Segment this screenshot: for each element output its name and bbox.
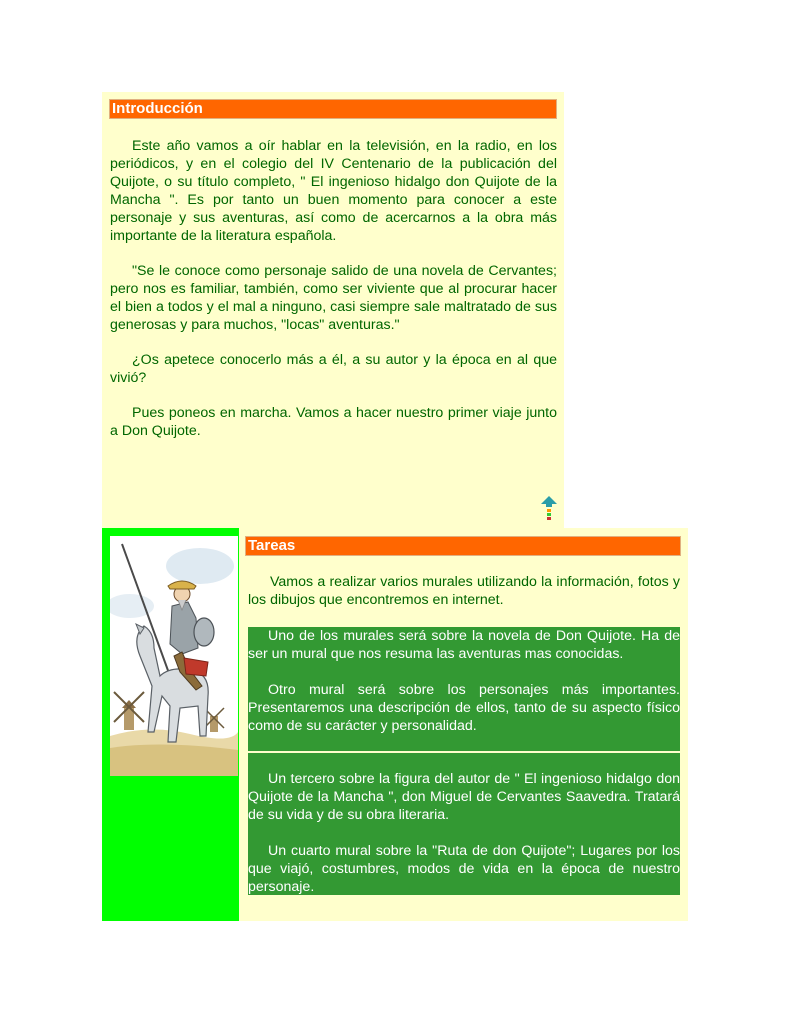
intro-paragraph-3: ¿Os apetece conocerlo más a él, a su autor y la época en al que vivió? <box>110 352 557 386</box>
task-mural-ruta: Un cuarto mural sobre la "Ruta de don Quijote"; Lugares por los que viajó, costumbres, modos de vida en la época de nuestro personaje. <box>248 843 680 895</box>
tareas-title: Tareas <box>245 536 681 556</box>
up-arrow-icon[interactable] <box>540 496 558 522</box>
don-quijote-illustration <box>110 536 238 776</box>
intro-panel <box>102 92 564 528</box>
task-mural-personajes: Otro mural será sobre los personajes más importantes. Presentaremos una descripción de ellos, tanto de su aspecto físico como de su carácter y personalidad. <box>248 682 680 734</box>
intro-title: Introducción <box>109 99 557 119</box>
task-box-murales-2 <box>248 753 680 895</box>
intro-paragraph-1: Este año vamos a oír hablar en la televisión, en la radio, en los periódicos, y en el colegio del IV Centenario de la publicación del Quijote, o su título completo, " El ingenioso hidalgo don Quijote de la Mancha ". Es por tanto un buen momento para conocer a este personaje y sus aventuras, así como de acercarnos a la obra más importante de la literatura española. <box>110 138 557 244</box>
tareas-panel <box>239 528 688 921</box>
intro-paragraph-2: "Se le conoce como personaje salido de una novela de Cervantes; pero nos es familiar, también, como ser viviente que al procurar hacer el bien a todos y el mal a ninguno, casi siempre sale maltratado de sus generosas y para muchos, "locas" aventuras." <box>110 263 557 333</box>
tareas-intro-text: Vamos a realizar varios murales utilizando la información, fotos y los dibujos que encontremos en internet. <box>248 574 680 608</box>
task-mural-autor: Un tercero sobre la figura del autor de " El ingenioso hidalgo don Quijote de la Mancha ", don Miguel de Cervantes Saavedra. Tratará de su vida y de su obra literaria. <box>248 771 680 823</box>
intro-paragraph-4: Pues poneos en marcha. Vamos a hacer nuestro primer viaje junto a Don Quijote. <box>110 405 557 439</box>
task-box-murales-1 <box>248 627 680 751</box>
intro-text <box>110 137 557 457</box>
task-mural-novela: Uno de los murales será sobre la novela de Don Quijote. Ha de ser un mural que nos resuma las aventuras mas conocidas. <box>248 628 680 662</box>
